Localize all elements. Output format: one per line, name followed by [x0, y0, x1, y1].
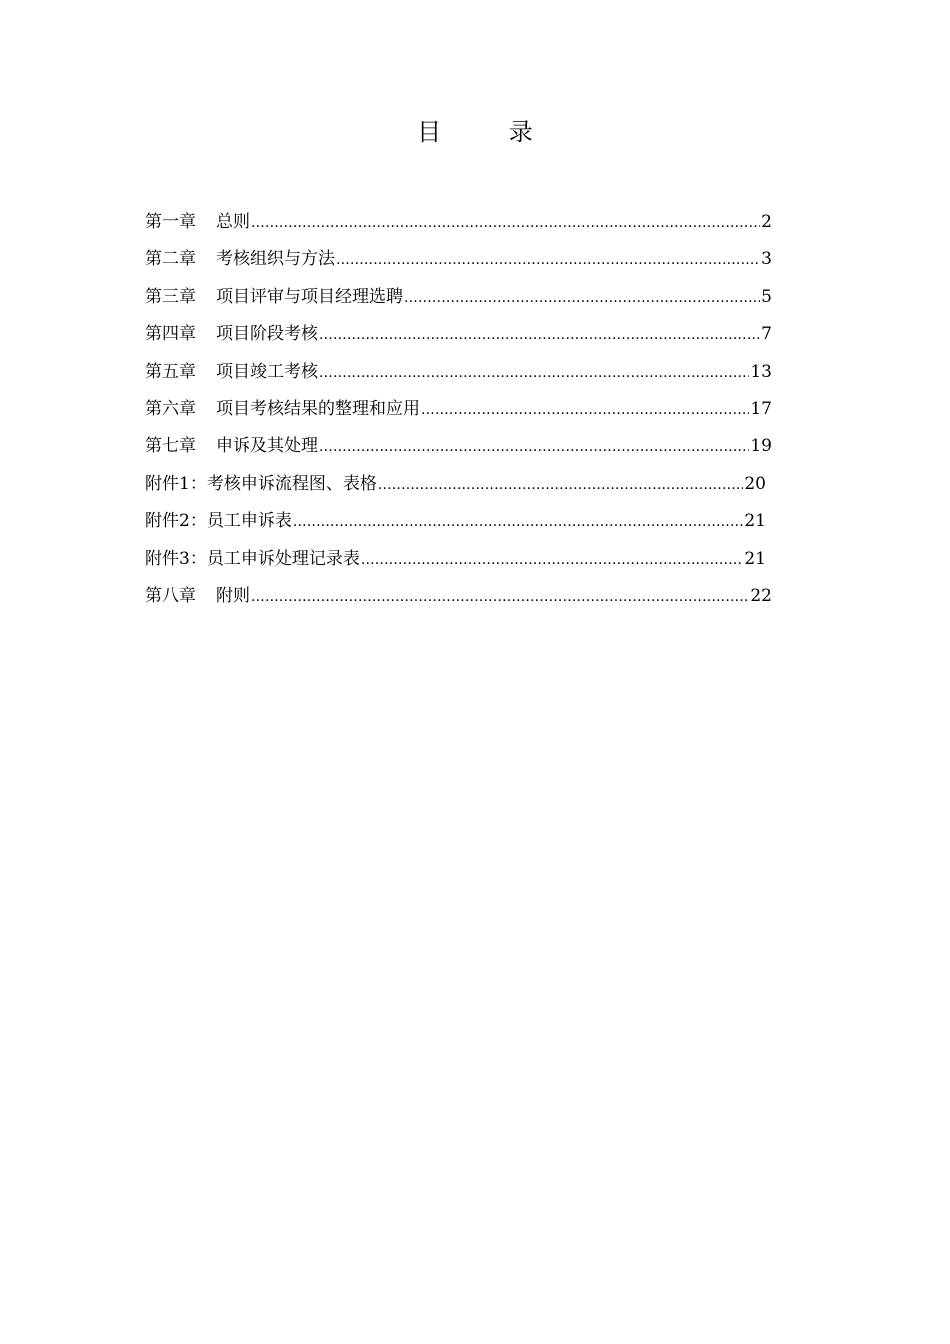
toc-appendix-number: 附件2：	[145, 511, 207, 532]
toc-chapter-title: 项目竣工考核	[216, 361, 318, 382]
toc-chapter-title: 项目评审与项目经理选聘	[216, 286, 403, 307]
toc-chapter-number: 第五章	[145, 361, 196, 382]
toc-chapter-number: 第一章	[145, 212, 196, 232]
toc-page-number: 2	[761, 212, 772, 232]
toc-chapter-number: 第六章	[145, 398, 196, 419]
toc-dot-leader	[404, 280, 760, 317]
toc-dot-leader	[251, 205, 760, 242]
toc-page-number: 19	[750, 436, 772, 457]
toc-chapter-title: 总则	[216, 212, 250, 232]
toc-dot-leader	[361, 542, 744, 579]
table-of-contents	[145, 204, 772, 615]
toc-entry-appendix[interactable]	[145, 503, 772, 540]
toc-chapter-number: 第四章	[145, 324, 196, 345]
toc-chapter-title: 项目考核结果的整理和应用	[216, 398, 420, 419]
toc-page-number: 3	[761, 249, 772, 270]
toc-chapter-number: 第三章	[145, 286, 196, 307]
toc-chapter-number: 第八章	[145, 585, 196, 606]
toc-dot-leader	[251, 579, 749, 616]
toc-title: 目 录	[417, 118, 563, 146]
toc-dot-leader	[319, 355, 749, 392]
toc-entry-appendix[interactable]	[145, 541, 772, 578]
toc-page-number: 17	[750, 398, 772, 419]
toc-page-number: 5	[761, 286, 772, 307]
toc-chapter-title: 申诉及其处理	[216, 436, 318, 457]
toc-appendix-title: 员工申诉处理记录表	[206, 548, 360, 569]
toc-page-number: 20	[744, 473, 766, 494]
toc-dot-leader	[421, 392, 749, 429]
toc-entry[interactable]	[145, 316, 772, 353]
toc-page-number: 21	[744, 511, 766, 532]
toc-chapter-title: 考核组织与方法	[216, 249, 335, 270]
toc-entry[interactable]	[145, 354, 772, 391]
toc-page-number: 7	[761, 324, 772, 345]
toc-entry[interactable]	[145, 204, 772, 241]
toc-entry[interactable]	[145, 428, 772, 465]
toc-entry[interactable]	[145, 241, 772, 278]
toc-appendix-number: 附件3：	[145, 548, 207, 569]
toc-entry[interactable]	[145, 391, 772, 428]
toc-appendix-title: 考核申诉流程图、表格	[206, 473, 377, 494]
toc-page-number: 21	[744, 548, 766, 569]
toc-dot-leader	[378, 467, 744, 504]
toc-dot-leader	[319, 317, 760, 354]
toc-entry-appendix[interactable]	[145, 466, 772, 503]
toc-dot-leader	[319, 429, 749, 466]
toc-chapter-number: 第七章	[145, 436, 196, 457]
toc-entry[interactable]	[145, 279, 772, 316]
toc-dot-leader	[293, 504, 744, 541]
toc-dot-leader	[336, 242, 760, 279]
toc-page-number: 22	[750, 585, 772, 606]
toc-appendix-title: 员工申诉表	[206, 511, 292, 532]
toc-entry[interactable]	[145, 578, 772, 615]
toc-page-number: 13	[750, 361, 772, 382]
toc-chapter-title: 项目阶段考核	[216, 324, 318, 345]
toc-appendix-number: 附件1：	[145, 473, 207, 494]
toc-chapter-title: 附则	[216, 585, 250, 606]
toc-chapter-number: 第二章	[145, 249, 196, 270]
